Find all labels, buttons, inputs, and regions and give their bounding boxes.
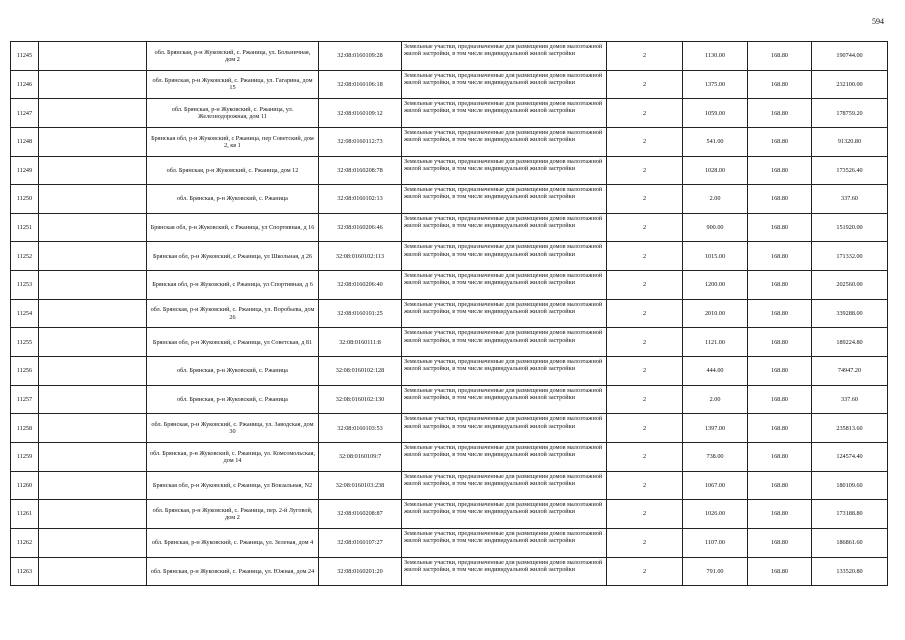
cell-specific-value: 168.80 [748, 42, 812, 71]
cell-cadastral-number: 32:08:0160208:78 [319, 156, 402, 185]
table-row [11, 357, 888, 386]
cell-empty [39, 271, 147, 300]
cell-area: 1026.00 [683, 500, 748, 529]
cell-row-number: 11248 [11, 127, 39, 156]
cell-row-number: 11252 [11, 242, 39, 271]
cell-land-use: Земельные участки, предназначенные для размещения домов малоэтажной жилой застройки, в том числе индивидуальной жилой застройки [402, 299, 607, 328]
cell-address: Брянская обл, р-н Жуковский, с Ржаница, ул Школьная, д 26 [147, 242, 319, 271]
cell-land-use: Земельные участки, предназначенные для размещения домов малоэтажной жилой застройки, в том числе индивидуальной жилой застройки [402, 127, 607, 156]
cell-cadastral-number: 32:08:0160112:73 [319, 127, 402, 156]
cell-cadastral-value: 202560.00 [812, 271, 888, 300]
cell-area: 1107.00 [683, 528, 748, 557]
cell-group: 2 [607, 328, 683, 357]
cell-specific-value: 168.80 [748, 156, 812, 185]
cell-land-use: Земельные участки, предназначенные для размещения домов малоэтажной жилой застройки, в том числе индивидуальной жилой застройки [402, 471, 607, 500]
cell-cadastral-number: 32:08:0160206:46 [319, 213, 402, 242]
cell-land-use: Земельные участки, предназначенные для размещения домов малоэтажной жилой застройки, в том числе индивидуальной жилой застройки [402, 185, 607, 214]
cell-cadastral-value: 232100.00 [812, 70, 888, 99]
cell-specific-value: 168.80 [748, 185, 812, 214]
cell-row-number: 11255 [11, 328, 39, 357]
cell-row-number: 11258 [11, 414, 39, 443]
cell-empty [39, 500, 147, 529]
table-row [11, 557, 888, 586]
cell-address: обл. Брянская, р-н Жуковский, с. Ржаница, ул. Больничная, дом 2 [147, 42, 319, 71]
cell-group: 2 [607, 242, 683, 271]
cell-row-number: 11256 [11, 357, 39, 386]
cell-group: 2 [607, 471, 683, 500]
cell-empty [39, 185, 147, 214]
cell-address: обл. Брянская, р-н Жуковский, с. Ржаница [147, 185, 319, 214]
table-row [11, 500, 888, 529]
cell-cadastral-number: 32:08:0160111:8 [319, 328, 402, 357]
cell-address: обл. Брянская, р-н Жуковский, с. Ржаница, ул. Гагарина, дом 15 [147, 70, 319, 99]
cell-row-number: 11251 [11, 213, 39, 242]
cell-group: 2 [607, 99, 683, 128]
table-row [11, 385, 888, 414]
cell-empty [39, 242, 147, 271]
cell-row-number: 11250 [11, 185, 39, 214]
cell-area: 1397.00 [683, 414, 748, 443]
cell-empty [39, 42, 147, 71]
table-row [11, 414, 888, 443]
cell-specific-value: 168.80 [748, 271, 812, 300]
cell-cadastral-number: 32:08:0160102:113 [319, 242, 402, 271]
cell-land-use: Земельные участки, предназначенные для размещения домов малоэтажной жилой застройки, в том числе индивидуальной жилой застройки [402, 271, 607, 300]
table-row [11, 42, 888, 71]
cell-row-number: 11249 [11, 156, 39, 185]
cell-cadastral-number: 32:08:0160201:20 [319, 557, 402, 586]
cell-cadastral-number: 32:08:0160101:25 [319, 299, 402, 328]
cell-empty [39, 213, 147, 242]
cell-row-number: 11245 [11, 42, 39, 71]
cell-cadastral-value: 186861.60 [812, 528, 888, 557]
table-row [11, 242, 888, 271]
cell-cadastral-value: 180109.60 [812, 471, 888, 500]
cell-cadastral-value: 173188.80 [812, 500, 888, 529]
cell-cadastral-value: 124574.40 [812, 442, 888, 471]
cell-cadastral-value: 151920.00 [812, 213, 888, 242]
table-row [11, 156, 888, 185]
cell-area: 900.00 [683, 213, 748, 242]
cell-area: 2.00 [683, 185, 748, 214]
cell-group: 2 [607, 213, 683, 242]
cell-row-number: 11246 [11, 70, 39, 99]
cell-empty [39, 127, 147, 156]
cell-address: Брянская обл, р-н Жуковский, с Ржаница, ул Советская, д 81 [147, 328, 319, 357]
cell-empty [39, 357, 147, 386]
cell-land-use: Земельные участки, предназначенные для размещения домов малоэтажной жилой застройки, в том числе индивидуальной жилой застройки [402, 528, 607, 557]
cell-cadastral-number: 32:08:0160102:130 [319, 385, 402, 414]
cell-cadastral-value: 171332.00 [812, 242, 888, 271]
cell-area: 2010.00 [683, 299, 748, 328]
cell-land-use: Земельные участки, предназначенные для размещения домов малоэтажной жилой застройки, в том числе индивидуальной жилой застройки [402, 156, 607, 185]
cell-cadastral-value: 339288.00 [812, 299, 888, 328]
cell-group: 2 [607, 42, 683, 71]
cell-specific-value: 168.80 [748, 213, 812, 242]
cell-address: обл. Брянская, р-н Жуковский, с. Ржаница, пер. 2-й Луговой, дом 2 [147, 500, 319, 529]
cell-empty [39, 328, 147, 357]
cell-area: 1059.00 [683, 99, 748, 128]
cell-group: 2 [607, 528, 683, 557]
cell-cadastral-value: 235813.60 [812, 414, 888, 443]
cell-land-use: Земельные участки, предназначенные для размещения домов малоэтажной жилой застройки, в том числе индивидуальной жилой застройки [402, 500, 607, 529]
cell-cadastral-value: 190744.00 [812, 42, 888, 71]
cell-row-number: 11254 [11, 299, 39, 328]
cell-cadastral-number: 32:08:0160102:13 [319, 185, 402, 214]
cell-land-use: Земельные участки, предназначенные для размещения домов малоэтажной жилой застройки, в том числе индивидуальной жилой застройки [402, 357, 607, 386]
page-number: 594 [872, 17, 884, 26]
cell-cadastral-number: 32:08:0160102:128 [319, 357, 402, 386]
table-row [11, 328, 888, 357]
cell-land-use: Земельные участки, предназначенные для размещения домов малоэтажной жилой застройки, в том числе индивидуальной жилой застройки [402, 242, 607, 271]
cell-area: 1200.00 [683, 271, 748, 300]
cell-area: 738.00 [683, 442, 748, 471]
cell-land-use: Земельные участки, предназначенные для размещения домов малоэтажной жилой застройки, в том числе индивидуальной жилой застройки [402, 557, 607, 586]
table-row [11, 127, 888, 156]
cell-empty [39, 442, 147, 471]
table-row [11, 70, 888, 99]
cell-address: Брянская обл, р-н Жуковский, с Ржаница, ул Вокзальная, N2 [147, 471, 319, 500]
cell-row-number: 11263 [11, 557, 39, 586]
cell-specific-value: 168.80 [748, 442, 812, 471]
cell-area: 1130.00 [683, 42, 748, 71]
cell-area: 1121.00 [683, 328, 748, 357]
cell-specific-value: 168.80 [748, 471, 812, 500]
cell-group: 2 [607, 271, 683, 300]
cell-area: 2.00 [683, 385, 748, 414]
cell-specific-value: 168.80 [748, 414, 812, 443]
cell-land-use: Земельные участки, предназначенные для размещения домов малоэтажной жилой застройки, в том числе индивидуальной жилой застройки [402, 42, 607, 71]
table-row [11, 99, 888, 128]
cell-group: 2 [607, 299, 683, 328]
cell-group: 2 [607, 500, 683, 529]
cell-cadastral-number: 32:08:0160206:40 [319, 271, 402, 300]
cell-address: обл. Брянская, р-н Жуковский, с. Ржаница, ул. Южная, дом 24 [147, 557, 319, 586]
cell-specific-value: 168.80 [748, 357, 812, 386]
cell-specific-value: 168.80 [748, 328, 812, 357]
cell-address: обл. Брянская, р-н Жуковский, с. Ржаница, ул. Воробьева, дом 26 [147, 299, 319, 328]
cell-cadastral-value: 173526.40 [812, 156, 888, 185]
cell-cadastral-number: 32:08:0160103:53 [319, 414, 402, 443]
cell-specific-value: 168.80 [748, 127, 812, 156]
cell-row-number: 11247 [11, 99, 39, 128]
cell-address: обл. Брянская, р-н Жуковский, с. Ржаница [147, 357, 319, 386]
cell-specific-value: 168.80 [748, 385, 812, 414]
cell-row-number: 11259 [11, 442, 39, 471]
cell-specific-value: 168.80 [748, 70, 812, 99]
table-row [11, 213, 888, 242]
cell-specific-value: 168.80 [748, 299, 812, 328]
cell-specific-value: 168.80 [748, 99, 812, 128]
cell-group: 2 [607, 357, 683, 386]
cadastral-value-table [10, 41, 888, 586]
cell-empty [39, 299, 147, 328]
cell-address: обл. Брянская, р-н Жуковский, с. Ржаница, ул. Зеленая, дом 4 [147, 528, 319, 557]
cell-specific-value: 168.80 [748, 557, 812, 586]
cell-empty [39, 70, 147, 99]
cell-cadastral-value: 337.60 [812, 185, 888, 214]
cell-address: Брянская обл, р-н Жуковский, с Ржаница, ул Спортивная, д 6 [147, 271, 319, 300]
cell-group: 2 [607, 385, 683, 414]
cell-specific-value: 168.80 [748, 242, 812, 271]
cell-group: 2 [607, 156, 683, 185]
cell-cadastral-value: 178759.20 [812, 99, 888, 128]
cell-cadastral-number: 32:08:0160106:18 [319, 70, 402, 99]
cell-specific-value: 168.80 [748, 500, 812, 529]
table-row [11, 299, 888, 328]
cell-cadastral-number: 32:08:0160107:27 [319, 528, 402, 557]
cell-area: 1375.00 [683, 70, 748, 99]
cell-cadastral-value: 74947.20 [812, 357, 888, 386]
cell-empty [39, 99, 147, 128]
cell-area: 1028.00 [683, 156, 748, 185]
cell-empty [39, 557, 147, 586]
cell-cadastral-number: 32:08:0160109:12 [319, 99, 402, 128]
cell-group: 2 [607, 557, 683, 586]
cell-area: 1015.00 [683, 242, 748, 271]
cell-address: обл. Брянская, р-н Жуковский, с. Ржаница [147, 385, 319, 414]
cell-area: 444.00 [683, 357, 748, 386]
cell-address: обл. Брянская, р-н Жуковский, с. Ржаница, ул. Заводская, дом 30 [147, 414, 319, 443]
cell-address: Брянская обл, р-н Жуковский, с Ржаница, ул Спортивная, д 16 [147, 213, 319, 242]
cell-group: 2 [607, 414, 683, 443]
cell-cadastral-number: 32:08:0160208:87 [319, 500, 402, 529]
cell-row-number: 11261 [11, 500, 39, 529]
cell-cadastral-value: 189224.80 [812, 328, 888, 357]
table-row [11, 271, 888, 300]
cell-address: обл. Брянская, р-н Жуковский, с. Ржаница, ул. Комсомольская, дом 14 [147, 442, 319, 471]
cell-cadastral-number: 32:08:0160109:28 [319, 42, 402, 71]
cell-area: 541.00 [683, 127, 748, 156]
cell-land-use: Земельные участки, предназначенные для размещения домов малоэтажной жилой застройки, в том числе индивидуальной жилой застройки [402, 442, 607, 471]
cell-area: 1067.00 [683, 471, 748, 500]
table-row [11, 471, 888, 500]
cell-land-use: Земельные участки, предназначенные для размещения домов малоэтажной жилой застройки, в том числе индивидуальной жилой застройки [402, 385, 607, 414]
cell-cadastral-number: 32:08:0160103:238 [319, 471, 402, 500]
cell-empty [39, 385, 147, 414]
cell-empty [39, 156, 147, 185]
cell-address: обл. Брянская, р-н Жуковский, с. Ржаница, ул. Железнодорожная, дом 11 [147, 99, 319, 128]
cell-empty [39, 528, 147, 557]
cell-land-use: Земельные участки, предназначенные для размещения домов малоэтажной жилой застройки, в том числе индивидуальной жилой застройки [402, 328, 607, 357]
cell-group: 2 [607, 442, 683, 471]
cell-row-number: 11257 [11, 385, 39, 414]
cell-land-use: Земельные участки, предназначенные для размещения домов малоэтажной жилой застройки, в том числе индивидуальной жилой застройки [402, 70, 607, 99]
cell-cadastral-number: 32:08:0160109:7 [319, 442, 402, 471]
table-row [11, 528, 888, 557]
table-row [11, 185, 888, 214]
cell-group: 2 [607, 70, 683, 99]
cell-group: 2 [607, 185, 683, 214]
cell-row-number: 11260 [11, 471, 39, 500]
cell-specific-value: 168.80 [748, 528, 812, 557]
cell-area: 791.00 [683, 557, 748, 586]
cell-group: 2 [607, 127, 683, 156]
cell-cadastral-value: 337.60 [812, 385, 888, 414]
cell-land-use: Земельные участки, предназначенные для размещения домов малоэтажной жилой застройки, в том числе индивидуальной жилой застройки [402, 213, 607, 242]
cell-land-use: Земельные участки, предназначенные для размещения домов малоэтажной жилой застройки, в том числе индивидуальной жилой застройки [402, 414, 607, 443]
cell-address: Брянская обл, р-н Жуковский, с Ржаница, пер Советский, дом 2, кв 1 [147, 127, 319, 156]
cell-row-number: 11262 [11, 528, 39, 557]
cell-empty [39, 471, 147, 500]
cell-address: обл. Брянская, р-н Жуковский, с. Ржаница, дом 12 [147, 156, 319, 185]
cell-land-use: Земельные участки, предназначенные для размещения домов малоэтажной жилой застройки, в том числе индивидуальной жилой застройки [402, 99, 607, 128]
cell-row-number: 11253 [11, 271, 39, 300]
cell-cadastral-value: 91320.80 [812, 127, 888, 156]
table-row [11, 442, 888, 471]
cell-empty [39, 414, 147, 443]
cell-cadastral-value: 133520.80 [812, 557, 888, 586]
